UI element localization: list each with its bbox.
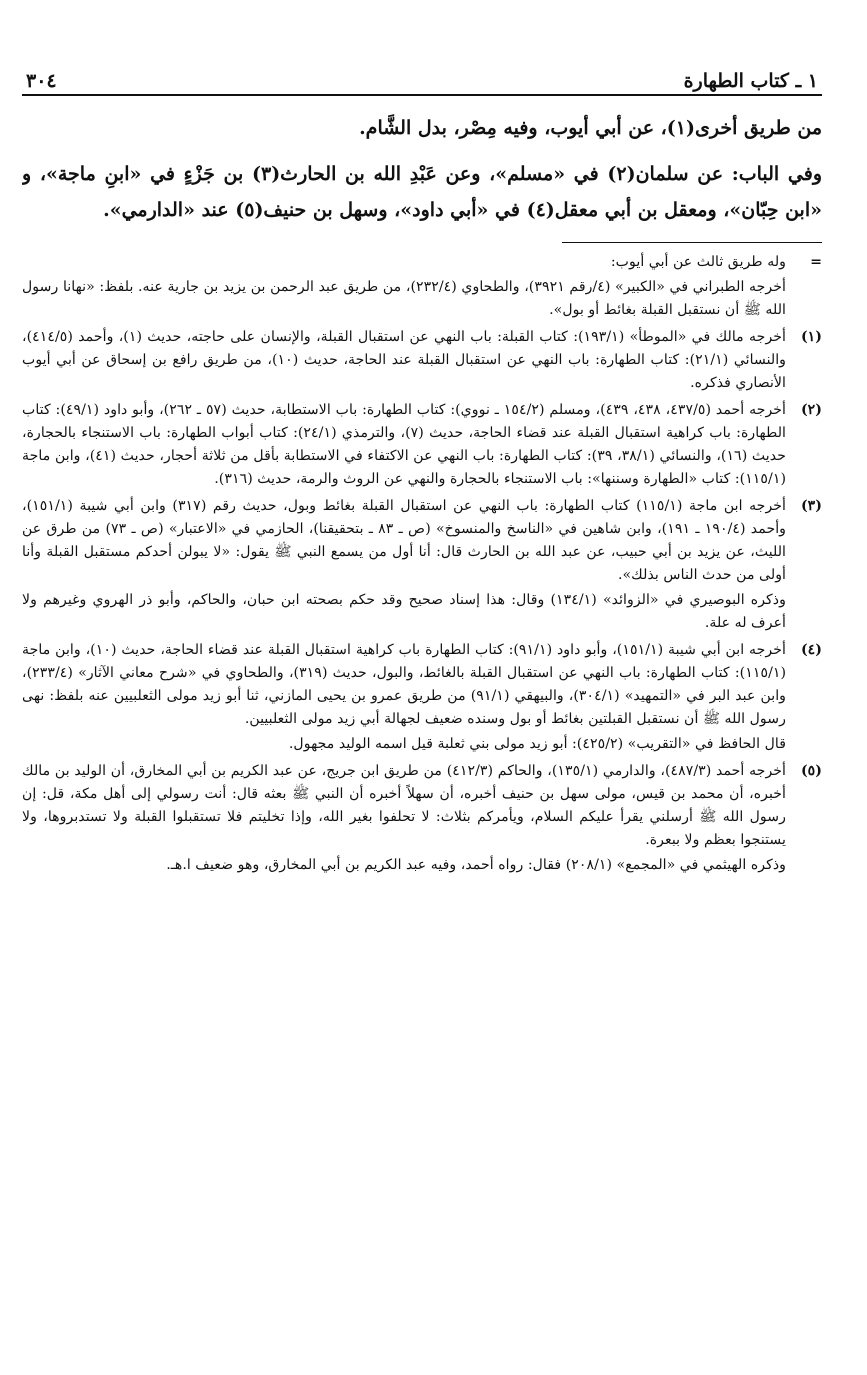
footnote-text: أخرجه مالك في «الموطأ» (١٩٣/١): كتاب القبلة: باب النهي عن استقبال القبلة، والإنسان على حاجته، حديث (١)، وأحمد (٤١٤/٥)، والنسائي (٢١/١): كتاب الطهارة: باب النهي عن استقبال القبلة عند الحاجة، حديث (١٠)، من طريق رافع بن إسحاق عن أبي أيوب الأنصاري فذكره. <box>22 329 786 392</box>
footnote-text: أخرجه الطبراني في «الكبير» (٤/رقم ٣٩٢١)، والطحاوي (٢٣٢/٤)، من طريق عبد الرحمن بن يزيد بن جارية عنه. بلفظ: «نهانا رسول الله ﷺ أن نستقبل القبلة بغائط أو بول». <box>22 279 786 319</box>
footnote-continued <box>22 251 822 324</box>
footnote-text: وله طريق ثالث عن أبي أيوب: <box>610 254 786 271</box>
page-header <box>22 48 822 96</box>
footnote-5 <box>22 760 822 879</box>
footnotes <box>22 251 822 879</box>
footnote-number: (٥) <box>800 763 822 780</box>
footnote-3 <box>22 495 822 637</box>
footnote-1 <box>22 326 822 397</box>
footnote-text: قال الحافظ في «التقريب» (٤٢٥/٢): أبو زيد مولى بني ثعلبة قيل اسمه الوليد مجهول. <box>288 736 786 753</box>
main-paragraph-1: من طريق أخرى(١)، عن أبي أيوب، وفيه مِصْر، بدل الشَّام. <box>359 117 822 139</box>
book-page <box>22 48 822 1358</box>
footnote-number: (٢) <box>800 402 822 419</box>
footnote-number: (١) <box>800 329 822 346</box>
main-text <box>22 110 822 228</box>
footnote-number: (٣) <box>800 498 822 515</box>
footnote-2 <box>22 399 822 493</box>
footnote-text: أخرجه ابن أبي شيبة (١٥١/١)، وأبو داود (٩١/١): كتاب الطهارة باب كراهية استقبال القبلة عند قضاء الحاجة، حديث (١٠)، وابن ماجة (١١٥/١): كتاب الطهارة: باب النهي عن استقبال القبلة بالغائط، والبول، حديث (٣١٩)، والطحاوي في «شرح معاني الآثار» (٢٣٣/٤)، وابن عبد البر في «التمهيد» (٣٠٤/١)، والبيهقي (٩١/١) من طريق عمرو بن يحيى المازني، ثنا أبو زيد مولى الثعلبيين عنه بلفظ: نهى رسول الله ﷺ أن نستقبل القبلتين بغائط أو بول وسنده ضعيف لجهالة أبي زيد مولى الثعلبيين. <box>22 642 787 728</box>
continuation-marker: = <box>810 254 822 271</box>
chapter-title: ١ ـ كتاب الطهارة <box>683 70 818 92</box>
footnote-4 <box>22 639 822 758</box>
footnote-text: أخرجه أحمد (٤٣٧/٥، ٤٣٨، ٤٣٩)، ومسلم (١٥٤/٢ ـ نووي): كتاب الطهارة: باب الاستطابة، حديث (٥٧ ـ ٢٦٢)، وأبو داود (٤٩/١): كتاب الطهارة: باب كراهية استقبال القبلة عند قضاء الحاجة، حديث (٧)، والترمذي (٢٤/١): كتاب أبواب الطهارة: باب الاستنجاء بالحجارة، حديث (١٦)، والنسائي (٣٨/١، ٣٩): كتاب الطهارة: باب النهي عن الاكتفاء في الاستطابة بأقل من ثلاثة أحجار، حديث (٤١)، وابن ماجة (١١٥/١): كتاب «الطهارة وسننها»: باب الاستنجاء بالحجارة والنهي عن الروث والرمة، حديث (٣١٦). <box>22 402 786 488</box>
footnote-number: (٤) <box>800 642 822 659</box>
footnote-text: أخرجه ابن ماجة (١١٥/١) كتاب الطهارة: باب النهي عن استقبال القبلة بغائط وبول، حديث رقم (٣١٧) وابن أبي شيبة (١٥١/١)، وأحمد (١٩٠/٤ ـ ١٩١)، وابن شاهين في «الناسخ والمنسوخ» (ص ـ ٨٣ ـ بتحقيقنا)، الحازمي في «الاعتبار» (ص ـ ٧٣) من طرق عن الليث، عن يزيد بن أبي حبيب، عن عبد الله بن الحارث قال: أنا أول من يسمع النبي ﷺ يقول: «لا يبولن أحدكم مستقبل القبلة وأنا أولى من حدث الناس بذلك». <box>22 498 787 584</box>
footnote-separator <box>562 242 822 243</box>
footnote-text: أخرجه أحمد (٤٨٧/٣)، والدارمي (١٣٥/١)، والحاكم (٤١٢/٣) من طريق ابن جريج، عن عبد الكريم بن أبي المخارق، أن الوليد بن مالك أخبره، أن محمد بن قيس، مولى سهل بن حنيف أخبره، أن سهلاً أخبره أن النبي ﷺ بعثه قال: أنت رسولي إلى أهل مكة، قل: إن رسول الله ﷺ أرسلني يقرأ عليكم السلام، ويأمركم بثلاث: لا تحلفوا بغير الله، وإذا تخليتم فلا تستقبلوا القبلة ولا تستدبروها، ولا يستنجوا بعظم ولا ببعرة. <box>22 763 786 849</box>
footnote-text: وذكره الهيثمي في «المجمع» (٢٠٨/١) فقال: رواه أحمد، وفيه عبد الكريم بن أبي المخارق، وهو ضعيف ا.هـ. <box>166 857 786 874</box>
main-paragraph-2: وفي الباب: عن سلمان(٢) في «مسلم»، وعن عَبْدِ الله بن الحارث(٣) بن جَزْءٍ في «ابنِ ماجة»، و «ابن حِبّان»، ومعقل بن أبي معقل(٤) في «أبي داود»، وسهل بن حنيف(٥) عند «الدارمي». <box>22 163 822 222</box>
page-number: ٣٠٤ <box>26 70 57 92</box>
footnote-text: وذكره البوصيري في «الزوائد» (١٣٤/١) وقال: هذا إسناد صحيح وقد حكم بصحته ابن حبان، والحاكم، وأبو ذر الهروي وغيرهم ولا أعرف له علة. <box>22 592 786 632</box>
